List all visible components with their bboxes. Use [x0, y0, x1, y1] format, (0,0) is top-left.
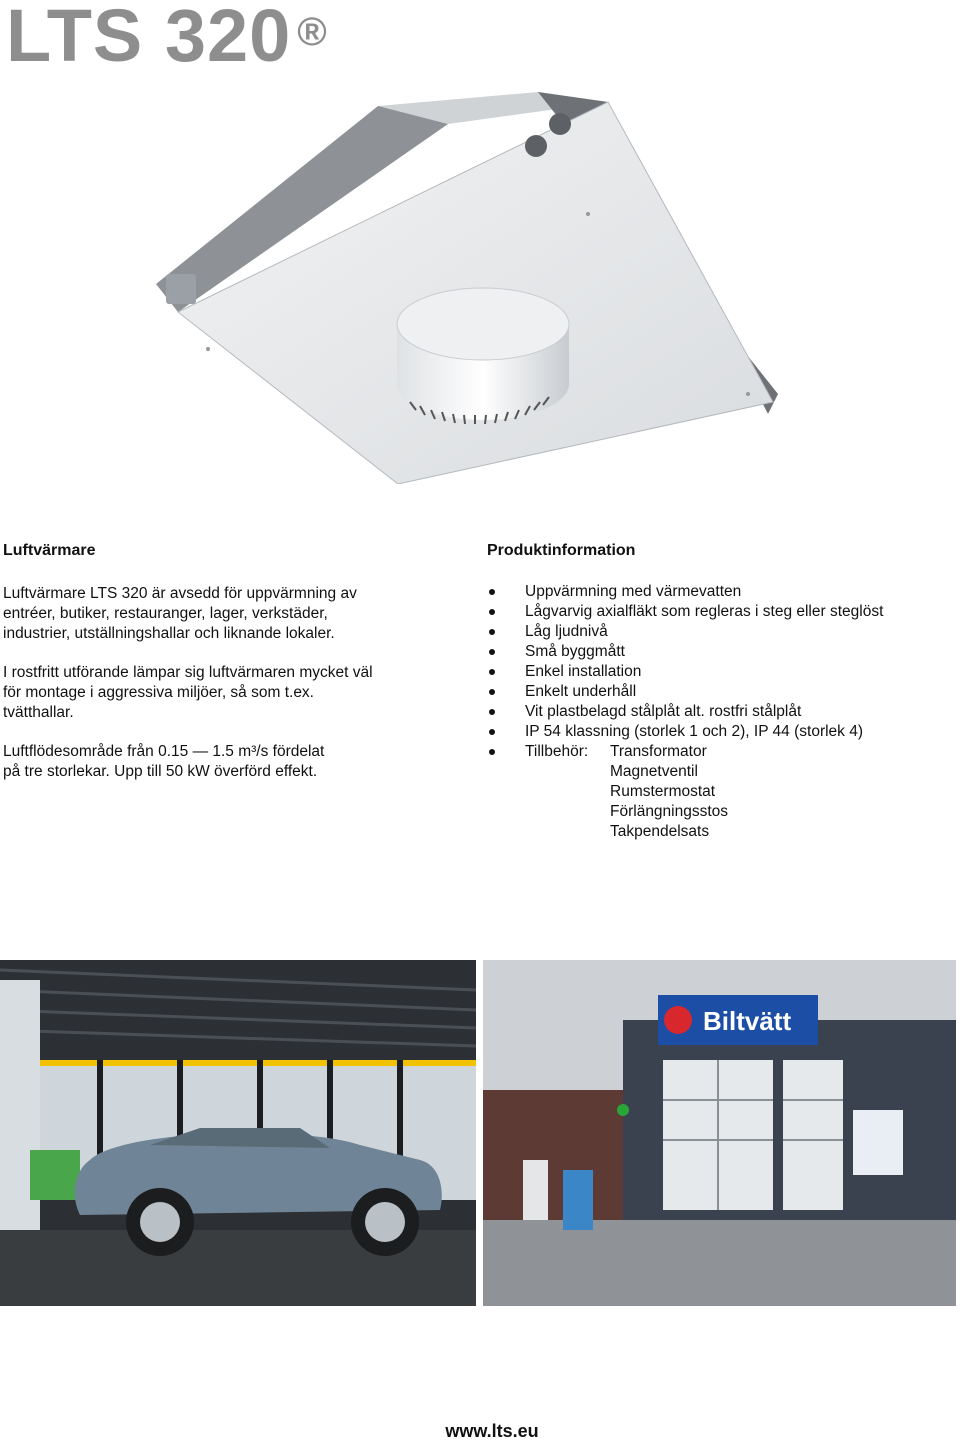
accessory-item: Magnetventil [610, 763, 698, 780]
section-heading-produktinformation: Produktinformation [487, 542, 636, 559]
bullet-icon [489, 609, 495, 615]
stainless-paragraph: I rostfritt utförande lämpar sig luftvärmaren mycket väl för montage i aggressiva miljöer, så som t.ex. tvätthallar. [3, 664, 373, 721]
product-info-column [487, 540, 957, 842]
bullet-icon [489, 729, 495, 735]
bullet-icon [489, 749, 495, 755]
website-url[interactable]: www.lts.eu [445, 1421, 539, 1441]
list-item: Små byggmått [487, 642, 957, 662]
showroom-photo [0, 960, 476, 1306]
list-item: Enkelt underhåll [487, 682, 957, 702]
description-paragraph: Luftvärmare LTS 320 är avsedd för uppvärmning av entréer, butiker, restauranger, lager, verkstäder, industrier, utställningshallar och liknande lokaler. [3, 585, 357, 642]
list-item: Enkel installation [487, 662, 957, 682]
section-heading-luftvarmare: Luftvärmare [3, 542, 96, 559]
accessory-item: Rumstermostat [610, 783, 716, 800]
biltvatt-sign: Biltvätt [703, 1006, 792, 1036]
feature-list [487, 582, 957, 842]
carwash-illustration [483, 960, 956, 1306]
list-item: Lågvarvig axialfläkt som regleras i steg eller steglöst [487, 602, 957, 622]
accessory-item: Takpendelsats [610, 823, 710, 840]
bullet-icon [489, 629, 495, 635]
page-title: LTS 320 ® [6, 0, 328, 77]
bullet-icon [489, 709, 495, 715]
list-item: Uppvärmning med värmevatten [487, 582, 957, 602]
accessory-item: Förlängningsstos [610, 803, 729, 820]
bullet-icon [489, 589, 495, 595]
accessories-label: Tillbehör: [525, 743, 589, 760]
list-item: Låg ljudnivå [487, 622, 957, 642]
product-image [148, 84, 780, 484]
showroom-illustration [0, 960, 476, 1306]
accessories-list [610, 742, 728, 842]
accessory-item: Transformator [610, 743, 707, 760]
bullet-icon [489, 669, 495, 675]
list-item: IP 54 klassning (storlek 1 och 2), IP 44 (storlek 4) [487, 722, 957, 742]
carwash-photo [483, 960, 956, 1306]
list-item: Vit plastbelagd stålplåt alt. rostfri stålplåt [487, 702, 957, 722]
bullet-icon [489, 689, 495, 695]
specs-paragraph: Luftflödesområde från 0.15 — 1.5 m³/s fördelat på tre storlekar. Upp till 50 kW överförd effekt. [3, 743, 325, 780]
bullet-icon [489, 649, 495, 655]
registered-mark: ® [297, 10, 328, 54]
accessories-item [487, 742, 957, 842]
description-column [3, 540, 383, 801]
